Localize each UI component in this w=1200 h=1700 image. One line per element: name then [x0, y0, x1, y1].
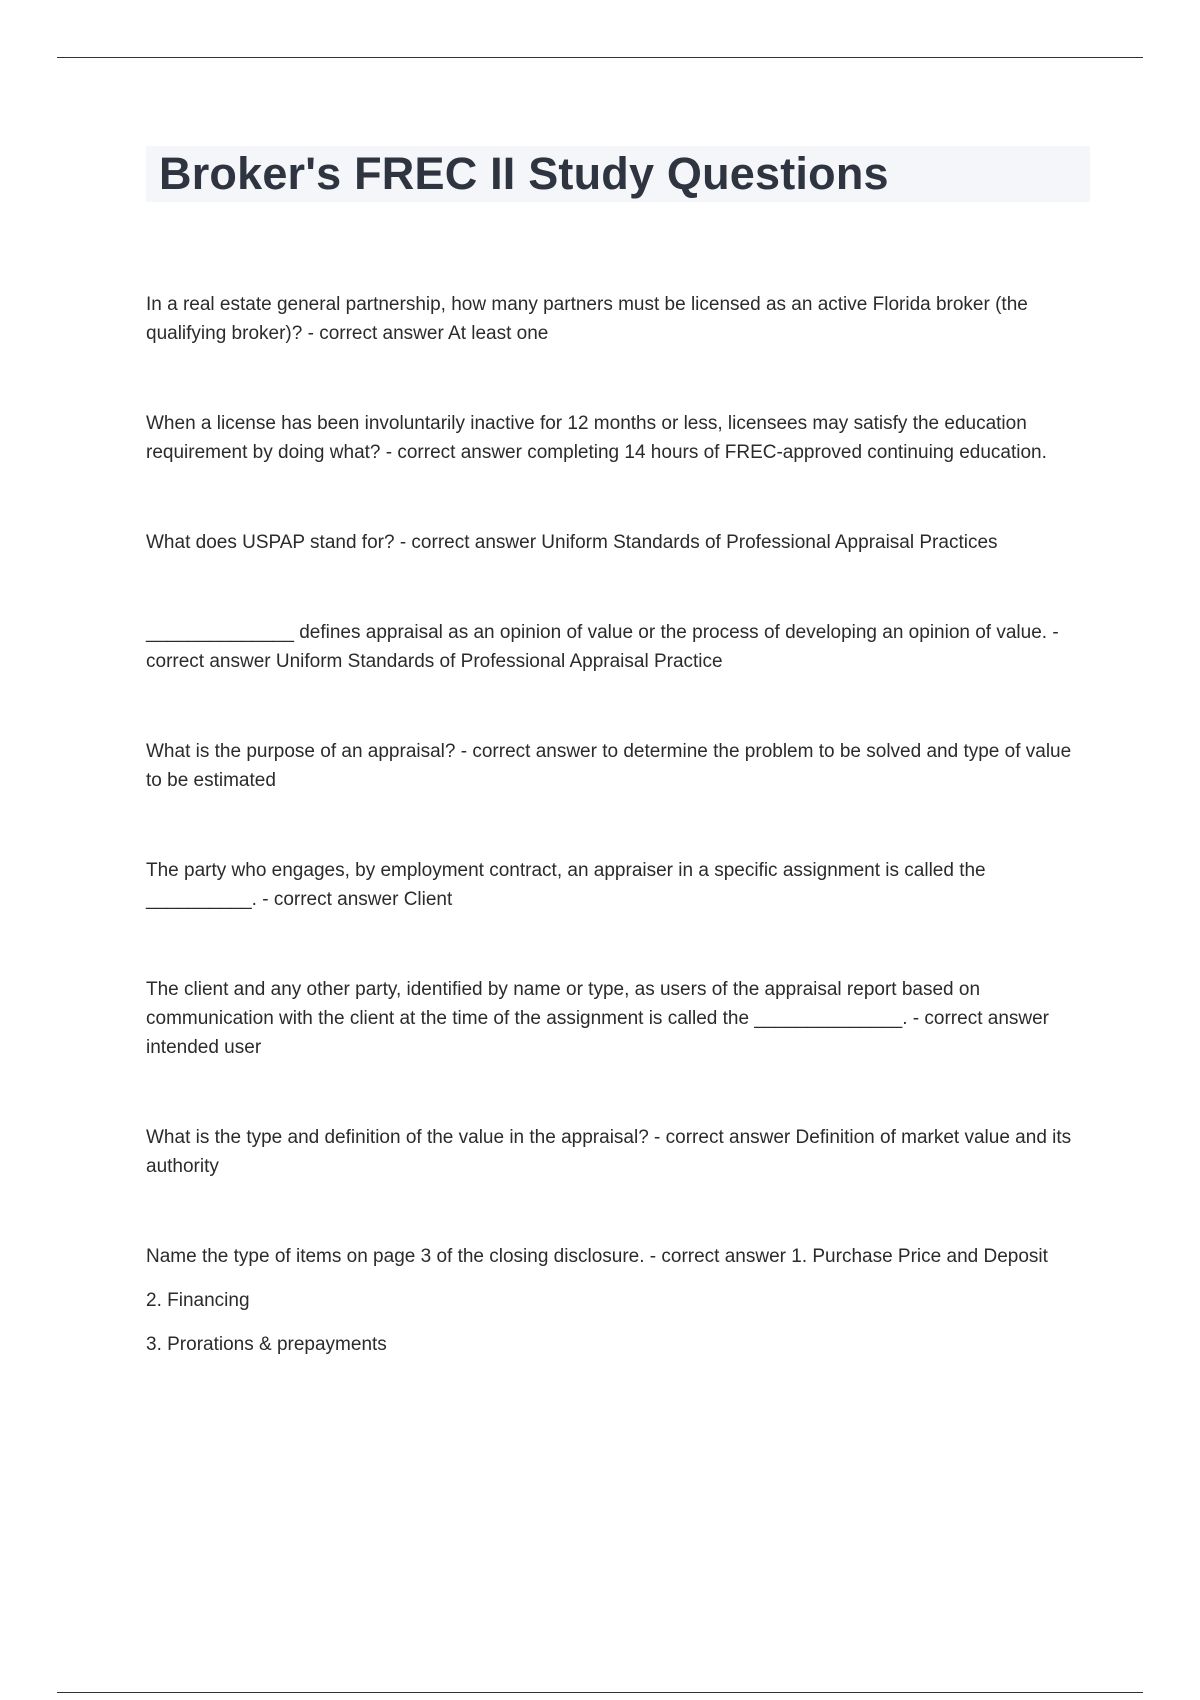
qa-text: When a license has been involuntarily inactive for 12 months or less, licensees may satisfy the education requirement by doing what? - correct answer completing 14 hours of FREC-approved continuing education. [146, 413, 1047, 463]
qa-item [146, 856, 1091, 914]
top-rule [57, 57, 1143, 58]
document-title: Broker's FREC II Study Questions [159, 148, 889, 199]
qa-text: In a real estate general partnership, how many partners must be licensed as an active Florida broker (the qualifying broker)? - correct answer At least one [146, 294, 1028, 344]
qa-text: What does USPAP stand for? - correct answer Uniform Standards of Professional Appraisal Practices [146, 532, 998, 553]
qa-list-line: 3. Prorations & prepayments [146, 1334, 387, 1355]
bottom-rule [57, 1692, 1143, 1693]
qa-item [146, 618, 1091, 676]
qa-text: What is the type and definition of the value in the appraisal? - correct answer Definition of market value and its authority [146, 1127, 1072, 1177]
qa-text: What is the purpose of an appraisal? - correct answer to determine the problem to be solved and type of value to be estimated [146, 741, 1072, 791]
qa-item [146, 1123, 1091, 1181]
qa-item [146, 409, 1091, 467]
qa-text: The party who engages, by employment contract, an appraiser in a specific assignment is called the __________. - correct answer Client [146, 860, 986, 910]
qa-item [146, 1242, 1091, 1359]
qa-item [146, 528, 1091, 557]
qa-list-line: 2. Financing [146, 1290, 250, 1311]
question-list [146, 290, 1091, 1420]
qa-item [146, 290, 1091, 348]
qa-text: ______________ defines appraisal as an opinion of value or the process of developing an opinion of value. - correct answer Uniform Standards of Professional Appraisal Practice [146, 622, 1059, 672]
qa-text: Name the type of items on page 3 of the closing disclosure. - correct answer 1. Purchase Price and Deposit [146, 1246, 1048, 1267]
qa-text: The client and any other party, identified by name or type, as users of the appraisal report based on communication with the client at the time of the assignment is called the ______________. - correct answer intended user [146, 979, 1050, 1058]
qa-item [146, 975, 1091, 1062]
qa-item [146, 737, 1091, 795]
title-banner [146, 146, 1090, 202]
